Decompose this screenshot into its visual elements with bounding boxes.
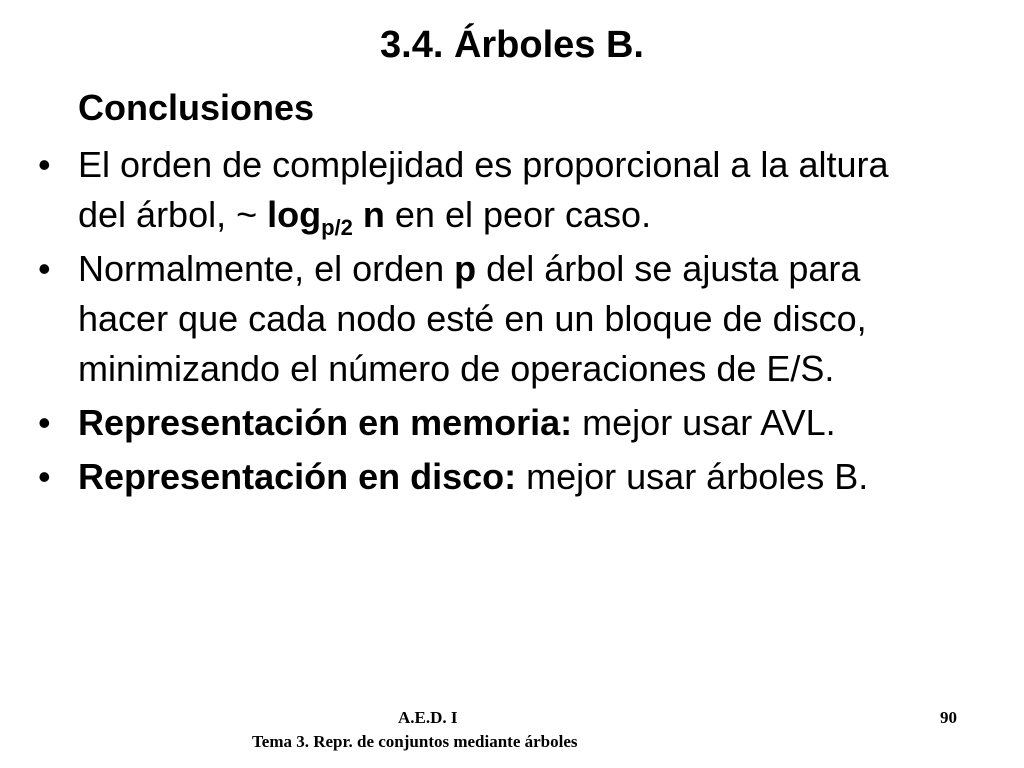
bullet-formula-log: log	[267, 194, 322, 235]
bullet-text-line	[78, 398, 1000, 448]
bullet-bold-p: p	[454, 248, 477, 289]
bullet-item-order	[0, 244, 1024, 394]
bullet-text-line	[78, 244, 1000, 294]
bullet-dot-icon: •	[38, 248, 51, 289]
bullet-text-line	[78, 452, 1000, 502]
bullet-formula-subscript: p/2	[321, 215, 353, 240]
bullet-text: del árbol se ajusta para	[476, 248, 861, 289]
bullet-item-memory	[0, 398, 1024, 448]
bullet-item-disk	[0, 452, 1024, 502]
bullet-list	[0, 140, 1024, 506]
bullet-dot-icon: •	[38, 144, 51, 185]
footer-course: A.E.D. I	[398, 708, 458, 727]
bullet-text: en el peor caso.	[384, 194, 652, 235]
footer-topic: Tema 3. Repr. de conjuntos mediante árboles	[252, 732, 578, 751]
bullet-text: Normalmente, el orden	[78, 248, 455, 289]
bullet-text: del árbol, ~	[78, 194, 268, 235]
slide-title: 3.4. Árboles B.	[380, 24, 644, 66]
bullet-text-line	[78, 190, 1000, 240]
bullet-dot-icon: •	[38, 402, 51, 443]
bullet-bold-label: Representación en memoria:	[78, 402, 573, 443]
bullet-formula-n: n	[352, 194, 385, 235]
section-subtitle: Conclusiones	[78, 87, 315, 128]
bullet-text-line: minimizando el número de operaciones de E/S.	[78, 348, 835, 389]
bullet-text: mejor usar árboles B.	[516, 456, 869, 497]
bullet-text: mejor usar AVL.	[572, 402, 836, 443]
bullet-bold-label: Representación en disco:	[78, 456, 517, 497]
bullet-text-line: hacer que cada nodo esté en un bloque de disco,	[78, 298, 867, 339]
page-number: 90	[940, 708, 957, 727]
bullet-text-line: El orden de complejidad es proporcional a la altura	[78, 144, 889, 185]
bullet-dot-icon: •	[38, 456, 51, 497]
bullet-item-complexity	[0, 140, 1024, 240]
